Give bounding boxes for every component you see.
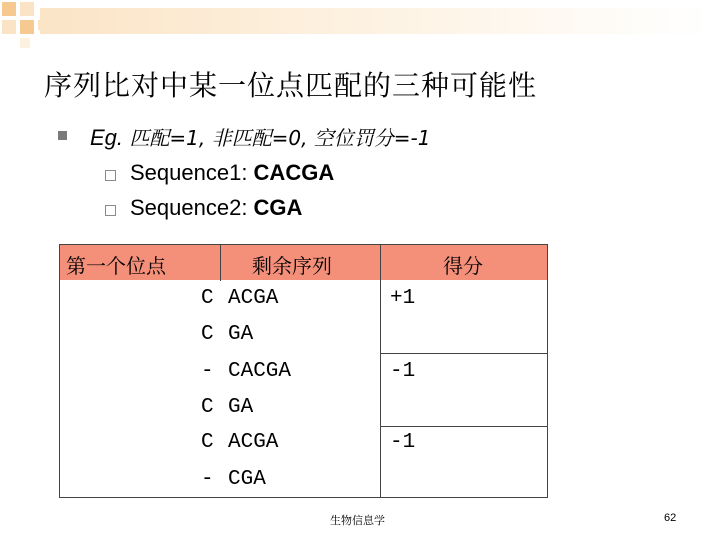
first-site-char: C — [201, 396, 214, 419]
decor-square — [20, 2, 34, 16]
example-prefix: Eg. — [90, 125, 124, 150]
first-site-char: - — [201, 360, 214, 383]
remaining-seq: CGA — [228, 468, 266, 491]
sequence-value: CGA — [253, 195, 303, 220]
column-header-remaining: 剩余序列 — [252, 254, 332, 278]
header-band — [40, 8, 712, 34]
sequence-label: Sequence2: — [130, 195, 254, 220]
decor-square — [2, 2, 16, 16]
score-value: -1 — [390, 431, 416, 454]
bullet-square-icon — [58, 131, 67, 140]
page-number: 62 — [664, 512, 677, 524]
first-site-char: - — [201, 468, 214, 491]
sequence-line — [130, 195, 302, 221]
row-divider — [380, 426, 548, 427]
first-site-char: C — [201, 431, 214, 454]
checkbox-bullet-icon — [105, 170, 116, 181]
checkbox-bullet-icon — [105, 205, 116, 216]
first-site-char: C — [201, 287, 214, 310]
scoring-rule: 匹配=1, 非匹配=0, 空位罚分=-1 — [123, 126, 431, 150]
decor-square — [2, 20, 16, 34]
score-value: +1 — [390, 287, 416, 310]
slide-title: 序列比对中某一位点匹配的三种可能性 — [44, 69, 538, 102]
sequence-line — [130, 160, 334, 186]
footer-text: 生物信息学 — [330, 514, 385, 527]
remaining-seq: GA — [228, 323, 254, 346]
row-divider — [380, 353, 548, 354]
remaining-seq: GA — [228, 396, 254, 419]
example-line — [90, 122, 430, 151]
remaining-seq: ACGA — [228, 287, 279, 310]
sequence-label: Sequence1: — [130, 160, 254, 185]
remaining-seq: ACGA — [228, 431, 279, 454]
decor-square — [20, 20, 34, 34]
column-header-score: 得分 — [443, 254, 483, 278]
decor-square — [20, 38, 30, 48]
first-site-char: C — [201, 323, 214, 346]
column-header-first-site: 第一个位点 — [66, 254, 166, 278]
alignment-table — [59, 280, 548, 498]
column-divider — [220, 244, 221, 281]
remaining-seq: CACGA — [228, 360, 292, 383]
score-value: -1 — [390, 360, 416, 383]
sequence-value: CACGA — [253, 160, 335, 185]
column-divider — [380, 244, 381, 498]
